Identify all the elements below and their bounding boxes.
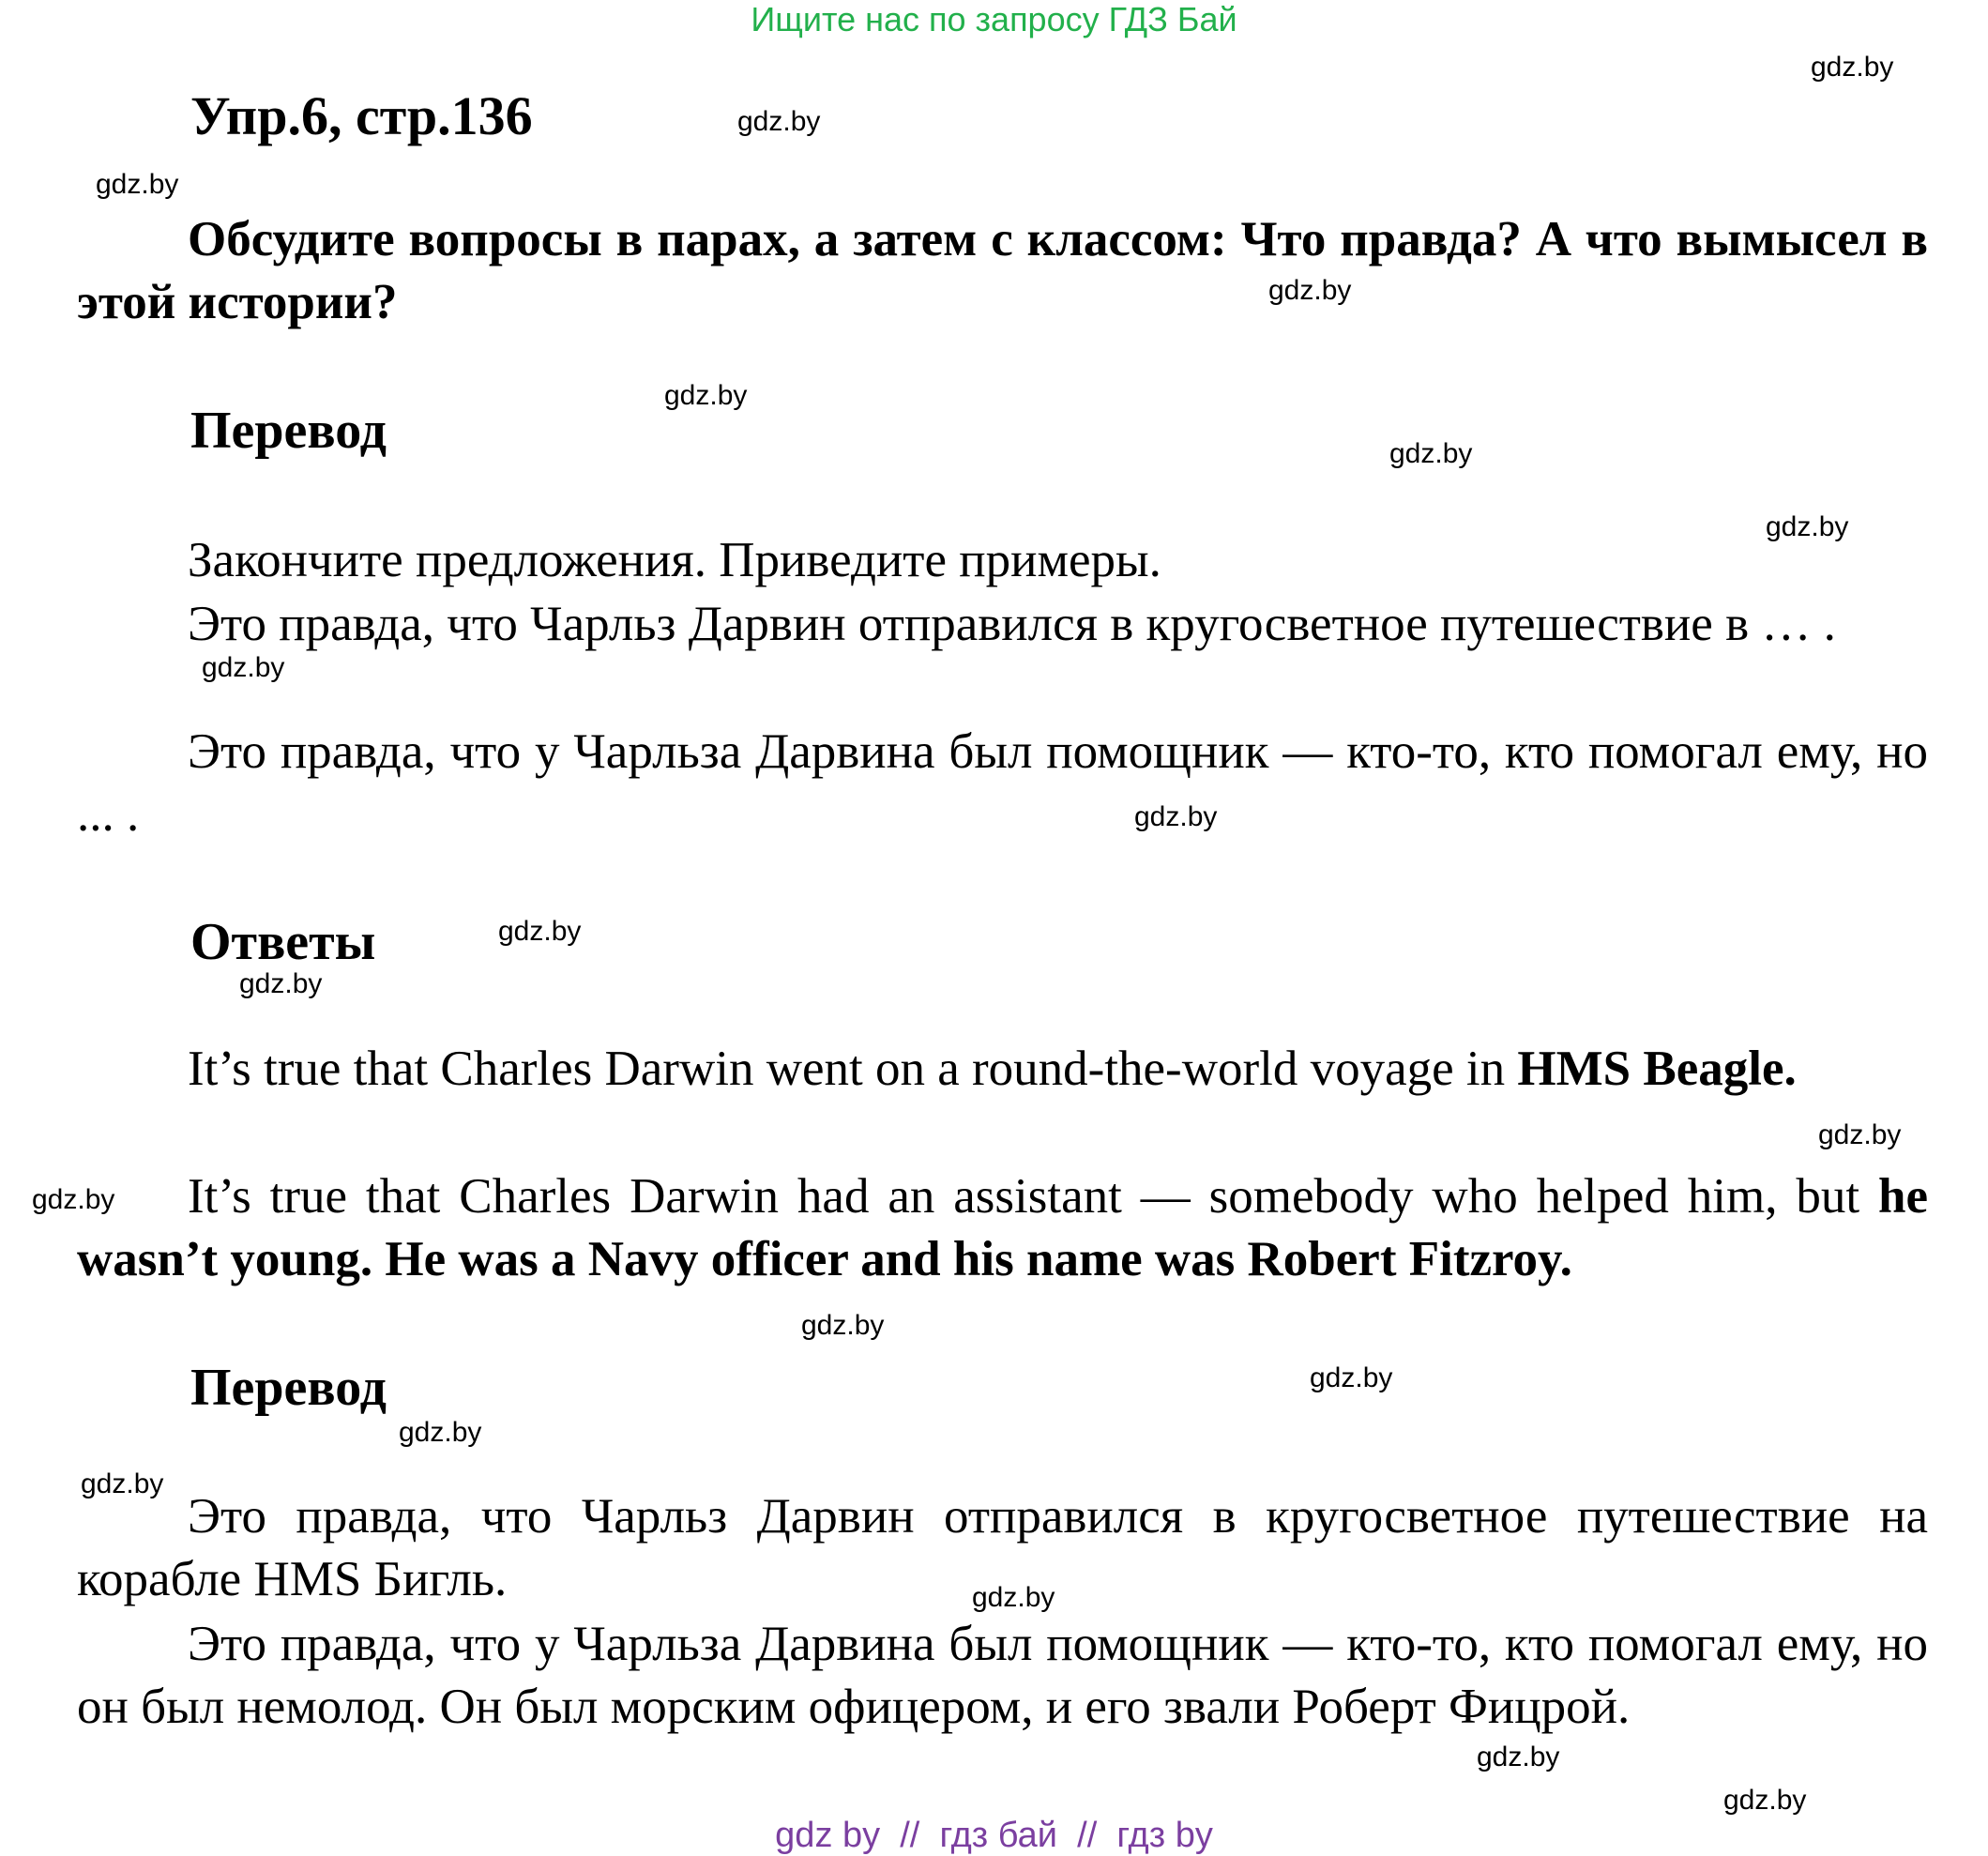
watermark: gdz.by	[664, 380, 748, 411]
translation-2-line-1: Это правда, что Чарльз Дарвин отправился в кругосветное путешествие на корабле HMS Бигль.	[77, 1489, 1928, 1606]
translation-1-line-3: Это правда, что у Чарльза Дарвина был помощник — кто-то, кто помогал ему, но ... .	[77, 724, 1928, 842]
watermark: gdz.by	[1134, 801, 1218, 832]
watermark: gdz.by	[399, 1417, 482, 1448]
watermark: gdz.by	[1723, 1785, 1807, 1816]
watermark: gdz.by	[239, 968, 323, 999]
answer-1-highlight: HMS Beagle.	[1517, 1042, 1797, 1096]
search-banner: Ищите нас по запросу ГДЗ Бай	[751, 0, 1237, 38]
watermark: gdz.by	[32, 1184, 115, 1215]
watermark: gdz.by	[498, 916, 582, 947]
watermark: gdz.by	[972, 1582, 1055, 1613]
footer-brand: gdz by // гдз бай // гдз by	[775, 1816, 1213, 1855]
answer-1	[77, 1038, 1928, 1101]
translation-1-line-1: Закончите предложения. Приведите примеры.	[188, 533, 1161, 587]
answers-heading: Ответы	[190, 913, 376, 971]
task-text: Обсудите вопросы в парах, а затем с классом: Что правда? А что вымысел в этой истории?	[77, 212, 1928, 329]
watermark: gdz.by	[737, 106, 821, 137]
answer-2-text: It’s true that Charles Darwin had an assistant — somebody who helped him, but	[188, 1169, 1878, 1224]
answer-2-highlight: he wasn’t young. He was a Navy officer and his name was Robert Fitzroy.	[77, 1169, 1928, 1286]
watermark: gdz.by	[1310, 1362, 1393, 1393]
watermark: gdz.by	[801, 1310, 885, 1341]
answer-2	[77, 1165, 1928, 1291]
watermark: gdz.by	[1268, 275, 1352, 306]
translation-heading-2: Перевод	[190, 1359, 387, 1417]
translation-2-line-2: Это правда, что у Чарльза Дарвина был помощник — кто-то, кто помогал ему, но он был немолод. Он был морским офицером, и его звали Роберт Фицрой.	[77, 1617, 1928, 1734]
watermark: gdz.by	[1389, 438, 1473, 469]
page-title: Упр.6, стр.136	[190, 85, 533, 146]
watermark: gdz.by	[202, 652, 285, 683]
watermark: gdz.by	[81, 1468, 164, 1499]
watermark: gdz.by	[1477, 1742, 1560, 1772]
translation-heading-1: Перевод	[190, 402, 387, 460]
translation-1-line-2: Это правда, что Чарльз Дарвин отправился в кругосветное путешествие в … .	[188, 597, 1836, 651]
watermark: gdz.by	[1766, 511, 1849, 542]
answer-1-text: It’s true that Charles Darwin went on a round-the-world voyage in	[188, 1042, 1518, 1096]
watermark: gdz.by	[96, 169, 179, 200]
watermark: gdz.by	[1818, 1119, 1902, 1150]
watermark: gdz.by	[1811, 52, 1894, 83]
